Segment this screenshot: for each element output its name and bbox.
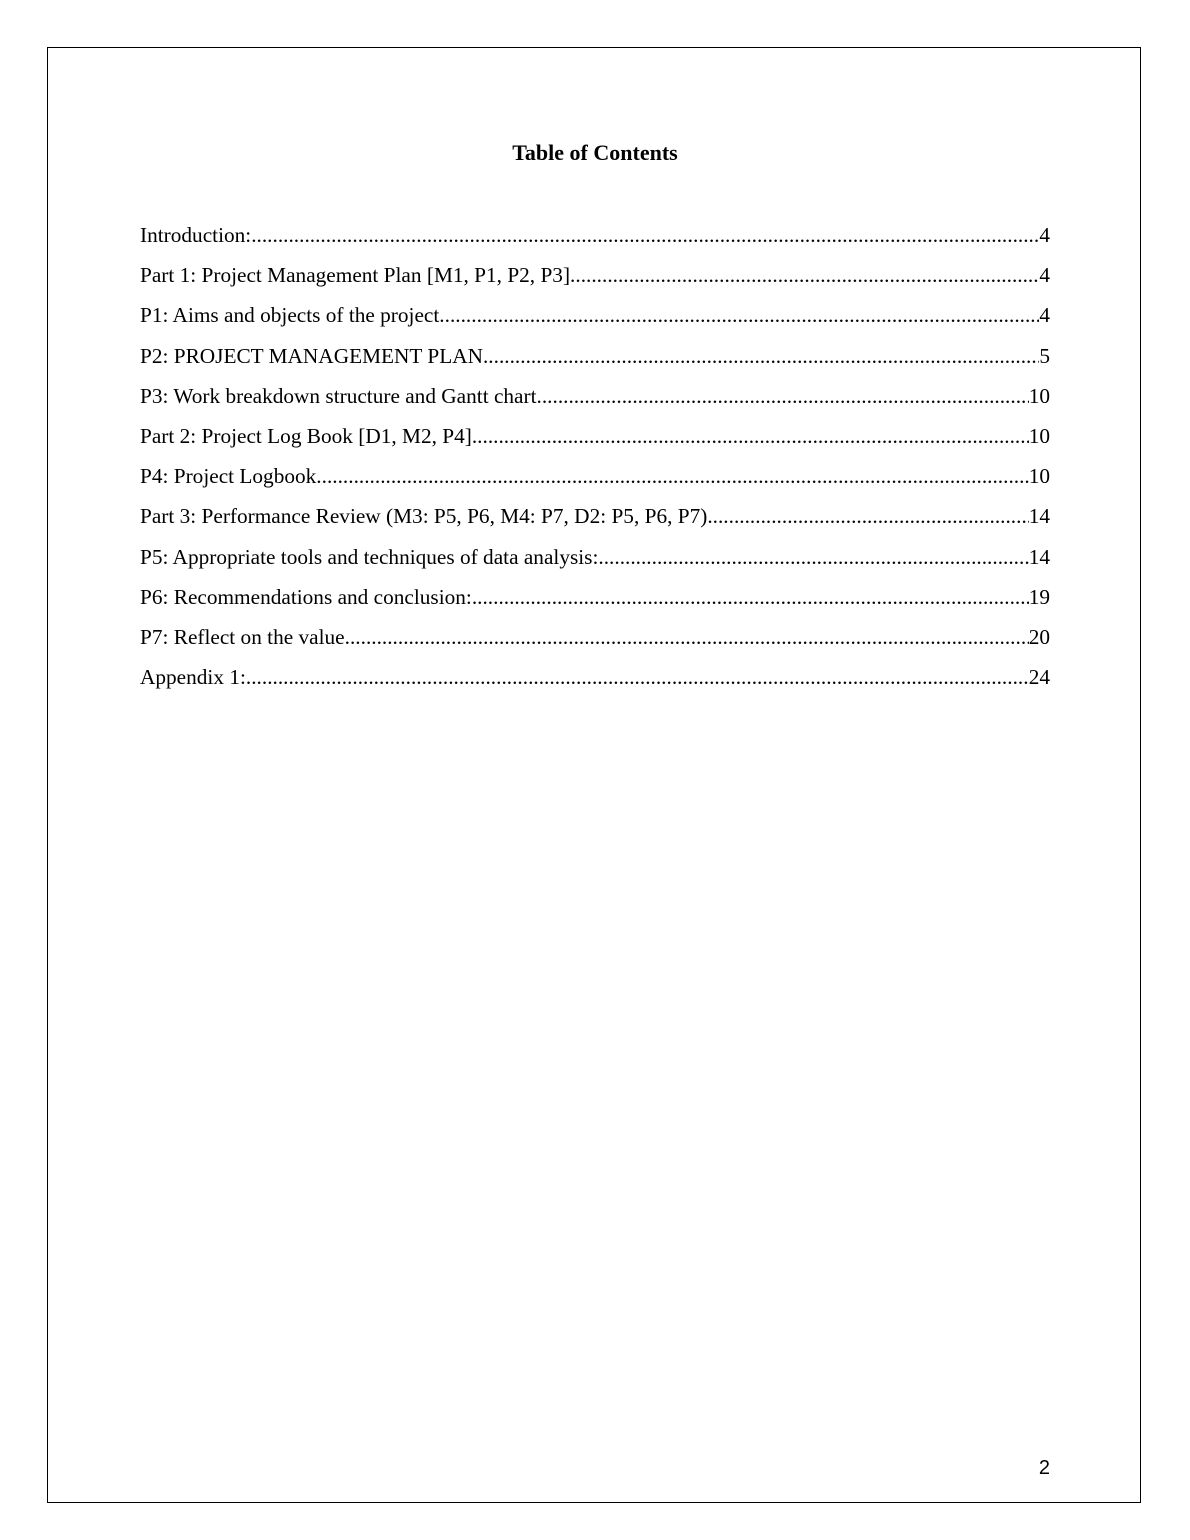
- dot-leader: [316, 462, 1028, 490]
- toc-entry-page: 10: [1028, 464, 1050, 489]
- page-title: Table of Contents: [512, 140, 678, 165]
- dot-leader: [707, 502, 1028, 530]
- toc-entry-page: 10: [1028, 383, 1050, 408]
- toc-entry-page: 19: [1028, 584, 1050, 609]
- toc-entry-label: P3: Work breakdown structure and Gantt chart: [140, 383, 537, 408]
- dot-leader: [246, 663, 1029, 691]
- toc-entry-p3[interactable]: [140, 382, 1050, 422]
- toc-entry-label: Introduction:: [140, 223, 252, 247]
- dot-leader: [598, 543, 1028, 571]
- toc-entry-part-2[interactable]: [140, 422, 1050, 462]
- toc-entry-page: 5: [1039, 343, 1050, 368]
- toc-entry-p7[interactable]: [140, 623, 1050, 663]
- toc-entry-label: Part 2: Project Log Book [D1, M2, P4]: [140, 423, 472, 448]
- toc-entry-part-3[interactable]: [140, 502, 1050, 542]
- toc-entry-part-1[interactable]: [140, 261, 1050, 301]
- toc-entry-page: 24: [1028, 665, 1050, 690]
- dot-leader: [472, 583, 1029, 611]
- table-of-contents: [140, 221, 1050, 703]
- toc-entry-label: P4: Project Logbook: [140, 464, 317, 489]
- dot-leader: [345, 623, 1029, 651]
- toc-entry-page: 14: [1028, 544, 1050, 569]
- dot-leader: [472, 422, 1029, 450]
- toc-entry-label: P2: PROJECT MANAGEMENT PLAN: [140, 343, 483, 368]
- toc-entry-page: 4: [1039, 223, 1050, 247]
- toc-entry-label: Part 3: Performance Review (M3: P5, P6, M4: P7, D2: P5, P6, P7): [140, 504, 708, 529]
- dot-leader: [251, 221, 1039, 249]
- dot-leader: [483, 342, 1039, 370]
- toc-entry-p6[interactable]: [140, 583, 1050, 623]
- dot-leader: [537, 382, 1029, 410]
- toc-entry-page: 20: [1028, 624, 1050, 649]
- toc-entry-p4[interactable]: [140, 462, 1050, 502]
- toc-entry-page: 4: [1039, 303, 1050, 328]
- dot-leader: [439, 301, 1039, 329]
- toc-entry-page: 10: [1028, 423, 1050, 448]
- toc-entry-page: 4: [1039, 263, 1050, 288]
- toc-entry-p2[interactable]: [140, 342, 1050, 382]
- toc-entry-label: P1: Aims and objects of the project: [140, 303, 440, 328]
- toc-entry-introduction[interactable]: [140, 221, 1050, 261]
- toc-entry-label: Appendix 1:: [140, 665, 246, 690]
- toc-entry-label: P6: Recommendations and conclusion:: [140, 584, 472, 609]
- toc-entry-p5[interactable]: [140, 543, 1050, 583]
- toc-entry-label: P7: Reflect on the value: [140, 624, 345, 649]
- toc-entry-label: Part 1: Project Management Plan [M1, P1, P2, P3]: [140, 263, 571, 288]
- toc-entry-page: 14: [1028, 504, 1050, 529]
- dot-leader: [570, 261, 1039, 289]
- toc-entry-p1[interactable]: [140, 301, 1050, 341]
- toc-entry-label: P5: Appropriate tools and techniques of data analysis:: [140, 544, 599, 569]
- toc-entry-appendix-1[interactable]: [140, 663, 1050, 703]
- page-number: 2: [1038, 1457, 1050, 1479]
